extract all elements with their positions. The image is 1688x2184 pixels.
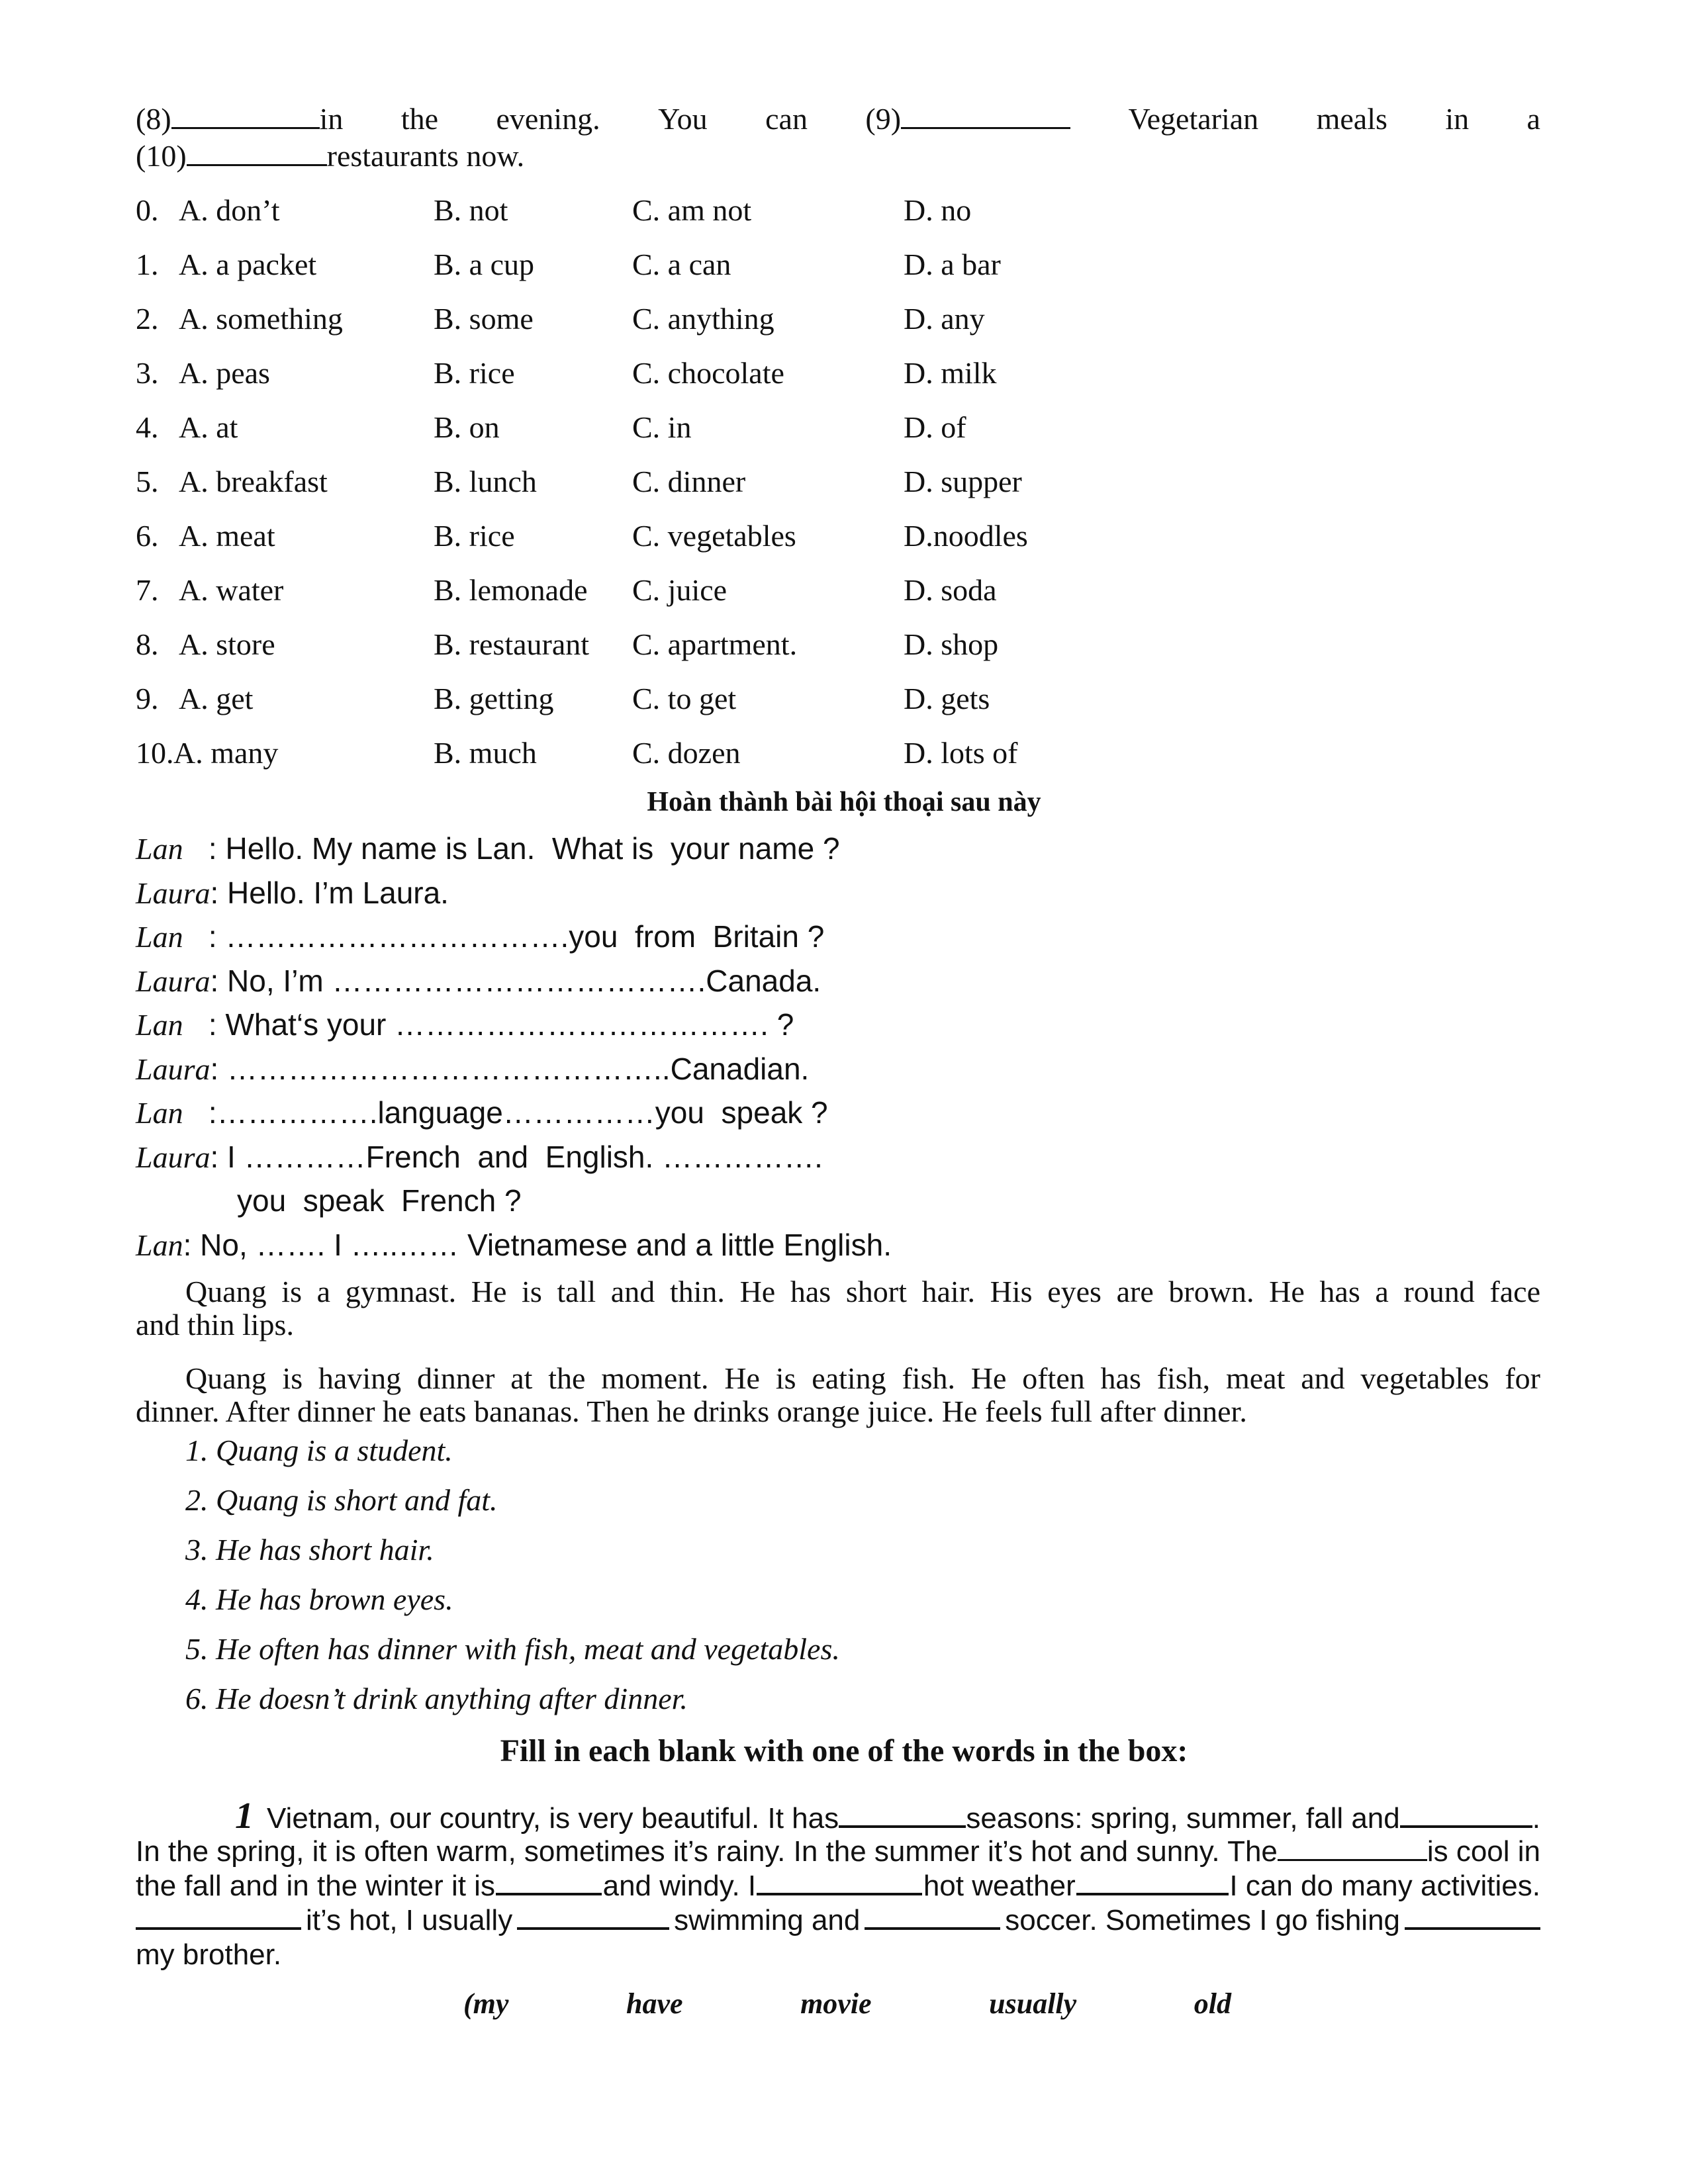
option-a[interactable]: A. something <box>179 302 343 336</box>
passage-line-1: (8) in the evening. You can (9) Vegetarian meals in a <box>136 102 1540 136</box>
option-c[interactable]: C. a can <box>632 248 731 281</box>
question-number: 7. <box>136 573 159 607</box>
option-c[interactable]: C. am not <box>632 193 752 227</box>
blank-label-8: (8) <box>136 102 171 136</box>
dialogue-text: ……………………………………..Canadian. <box>227 1052 810 1086</box>
question-number: 9. <box>136 682 159 715</box>
dialogue-text: Hello. My name is Lan. What is your name ? <box>225 831 840 866</box>
dialogue-line <box>136 830 840 868</box>
option-d[interactable]: D. supper <box>904 465 1022 498</box>
fill-blank-4[interactable] <box>496 1870 602 1895</box>
option-a[interactable]: A. a packet <box>179 248 317 281</box>
speaker-name: Lan <box>136 920 183 954</box>
dialogue-line <box>136 1138 823 1176</box>
option-c[interactable]: C. chocolate <box>632 356 784 390</box>
option-b[interactable]: B. some <box>434 302 534 336</box>
question-number: 4. <box>136 410 159 444</box>
reading-para-1: Quang is a gymnast. He is tall and thin. He has short hair. His eyes are brown. He has a round face and thin lips. <box>136 1275 1540 1342</box>
reading-para-2: Quang is having dinner at the moment. He is eating fish. He often has fish, meat and vegetables for dinner. After dinner he eats bananas. Then he drinks orange juice. He feels full after dinner. <box>136 1361 1540 1428</box>
question-number: 5. <box>136 465 159 498</box>
option-b[interactable]: B. on <box>434 410 500 444</box>
speaker-separator: : <box>210 1052 228 1086</box>
fill-line-1: 1 Vietnam, our country, is very beautiful. It has seasons: spring, summer, fall and . <box>235 1796 1540 1837</box>
dialogue-text: No, ……. I …..…… Vietnamese and a little English. <box>200 1228 892 1262</box>
option-b[interactable]: B. much <box>434 736 537 770</box>
fill-blank-6[interactable] <box>1076 1870 1229 1895</box>
option-d[interactable]: D. gets <box>904 682 990 715</box>
dialogue-heading: Hoàn thành bài hội thoại sau này <box>647 787 1041 817</box>
option-d[interactable]: D. no <box>904 193 972 227</box>
fill-line-3: the fall and in the winter it is and windy. I hot weather I can do many activities. <box>136 1870 1540 1902</box>
fill-heading: Fill in each blank with one of the words in the box: <box>500 1733 1188 1768</box>
statement-item: 6. He doesn’t drink anything after dinner. <box>185 1682 688 1715</box>
blank-label-10: (10) <box>136 139 187 173</box>
option-b[interactable]: B. getting <box>434 682 554 715</box>
option-a[interactable]: A. peas <box>179 356 270 390</box>
option-c[interactable]: C. apartment. <box>632 627 798 661</box>
dialogue-text: I …………French and English. ……………. <box>227 1140 823 1174</box>
question-number: 3. <box>136 356 159 390</box>
option-a[interactable]: A. store <box>179 627 275 661</box>
statement-item: 1. Quang is a student. <box>185 1433 453 1467</box>
question-number: 10. <box>136 736 174 770</box>
option-c[interactable]: C. in <box>632 410 692 444</box>
fill-line-5: my brother. <box>136 1938 282 1971</box>
option-d[interactable]: D. a bar <box>904 248 1001 281</box>
blank-label-9: (9) <box>865 102 902 136</box>
box-word: movie <box>800 1987 872 2020</box>
dialogue-text: What‘s your ………………………………. ? <box>225 1007 794 1042</box>
option-a[interactable]: A. get <box>179 682 254 715</box>
option-c[interactable]: C. dozen <box>632 736 741 770</box>
dialogue-text: No, I’m ……………………………….Canada. <box>227 964 821 998</box>
option-a[interactable]: A. breakfast <box>179 465 328 498</box>
speaker-name: Lan <box>136 1008 183 1042</box>
fill-blank-9[interactable] <box>865 1905 1000 1930</box>
option-d[interactable]: D. lots of <box>904 736 1018 770</box>
speaker-name: Lan <box>136 832 183 866</box>
option-c[interactable]: C. dinner <box>632 465 746 498</box>
option-a[interactable]: A. at <box>179 410 238 444</box>
option-b[interactable]: B. a cup <box>434 248 535 281</box>
dialogue-line <box>136 962 821 1000</box>
question-number: 0. <box>136 193 159 227</box>
option-b[interactable]: B. rice <box>434 519 515 553</box>
passage-line-2: (10) restaurants now. <box>136 139 525 173</box>
speaker-separator: : <box>183 1095 217 1130</box>
option-b[interactable]: B. restaurant <box>434 627 590 661</box>
statement-item: 5. He often has dinner with fish, meat and vegetables. <box>185 1632 840 1666</box>
dialogue-text: Hello. I’m Laura. <box>227 876 449 910</box>
blank-8[interactable] <box>171 105 320 129</box>
blank-10[interactable] <box>187 142 327 166</box>
dialogue-line <box>237 1182 522 1219</box>
fill-blank-8[interactable] <box>517 1905 669 1930</box>
speaker-separator: : <box>210 1140 228 1174</box>
dialogue-text: …………………………….you from Britain ? <box>225 919 825 954</box>
speaker-name: Lan <box>136 1096 183 1130</box>
speaker-separator: : <box>183 1228 201 1262</box>
option-d[interactable]: D. soda <box>904 573 997 607</box>
dialogue-line <box>136 874 449 912</box>
dialogue-line <box>136 1050 809 1088</box>
speaker-name: Laura <box>136 1140 211 1174</box>
statement-item: 3. He has short hair. <box>185 1533 434 1567</box>
option-b[interactable]: B. lunch <box>434 465 537 498</box>
speaker-separator: : <box>183 919 226 954</box>
option-a[interactable]: A. don’t <box>179 193 280 227</box>
option-b[interactable]: B. not <box>434 193 508 227</box>
speaker-name: Laura <box>136 1052 211 1086</box>
option-d[interactable]: D. of <box>904 410 966 444</box>
fill-line-2: In the spring, it is often warm, sometimes it’s rainy. In the summer it’s hot and sunny. The is cool in <box>136 1835 1540 1868</box>
fill-blank-10[interactable] <box>1405 1905 1540 1930</box>
dialogue-text: you speak French ? <box>237 1183 522 1218</box>
option-a[interactable]: A. meat <box>179 519 275 553</box>
speaker-name: Laura <box>136 964 211 998</box>
statement-item: 4. He has brown eyes. <box>185 1582 453 1616</box>
speaker-separator: : <box>210 964 228 998</box>
box-word: old <box>1194 1987 1231 2020</box>
dialogue-line <box>136 918 824 956</box>
option-d[interactable]: D. shop <box>904 627 999 661</box>
option-c[interactable]: C. vegetables <box>632 519 796 553</box>
speaker-name: Lan <box>136 1228 183 1262</box>
speaker-separator: : <box>183 1007 226 1042</box>
question-number: 6. <box>136 519 159 553</box>
box-word: (my <box>463 1987 509 2020</box>
word-box <box>463 1985 1231 2023</box>
question-number: 1. <box>136 248 159 281</box>
option-c[interactable]: C. anything <box>632 302 774 336</box>
exercise-number: 1 <box>235 1796 254 1837</box>
fill-blank-5[interactable] <box>757 1870 922 1895</box>
option-c[interactable]: C. to get <box>632 682 737 715</box>
fill-blank-2[interactable] <box>1400 1803 1532 1828</box>
option-d[interactable]: D. any <box>904 302 985 336</box>
option-b[interactable]: B. rice <box>434 356 515 390</box>
statement-item: 2. Quang is short and fat. <box>185 1483 498 1517</box>
fill-blank-3[interactable] <box>1278 1837 1427 1861</box>
fill-line-4: it’s hot, I usually swimming and soccer. Sometimes I go fishing <box>136 1903 1540 1938</box>
question-number: 2. <box>136 302 159 336</box>
box-word: usually <box>989 1987 1077 2020</box>
question-number: 8. <box>136 627 159 661</box>
option-d[interactable]: D.noodles <box>904 519 1028 553</box>
option-d[interactable]: D. milk <box>904 356 997 390</box>
dialogue-line <box>136 1094 828 1132</box>
speaker-separator: : <box>183 831 226 866</box>
blank-9[interactable] <box>901 105 1070 129</box>
speaker-name: Laura <box>136 876 211 910</box>
option-a[interactable]: A. water <box>179 573 284 607</box>
dialogue-line <box>136 1006 794 1044</box>
dialogue-text: …………….language……………you speak ? <box>216 1095 828 1130</box>
option-a[interactable]: A. many <box>173 736 279 770</box>
option-b[interactable]: B. lemonade <box>434 573 588 607</box>
speaker-separator: : <box>210 876 228 910</box>
fill-blank-1[interactable] <box>839 1803 966 1828</box>
dialogue-line <box>136 1226 892 1264</box>
box-word: have <box>626 1987 683 2020</box>
option-c[interactable]: C. juice <box>632 573 727 607</box>
fill-blank-7[interactable] <box>136 1905 301 1930</box>
